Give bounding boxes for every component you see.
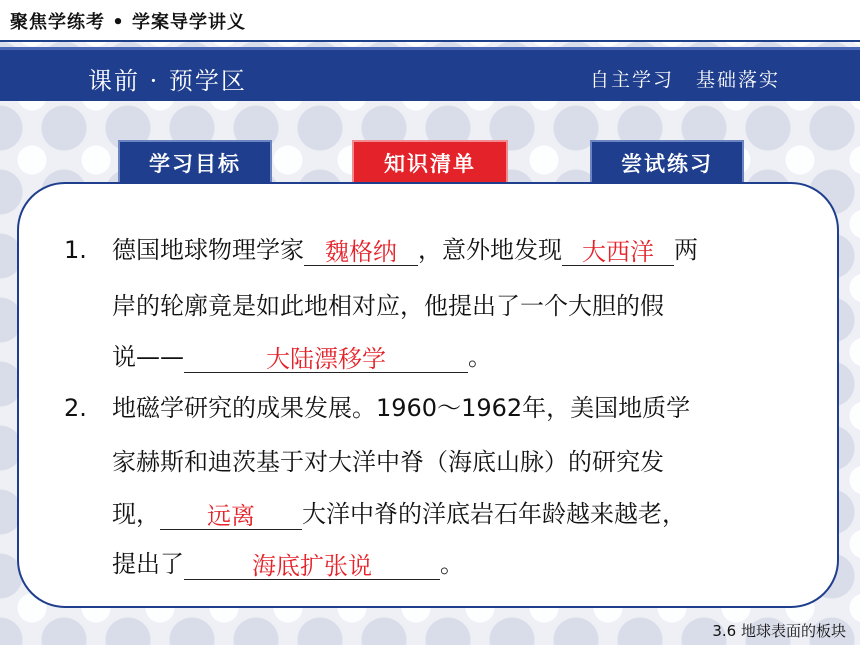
answer-text: 魏格纳 xyxy=(325,238,397,266)
item2-line4 xyxy=(112,544,464,580)
item2-text-e: 。 xyxy=(440,550,464,578)
tab-learning-goals[interactable]: 学习目标 xyxy=(118,140,272,184)
section-subtitle: 自主学习 基础落实 xyxy=(589,69,780,91)
item1-blank-b xyxy=(562,230,674,266)
section-title: 课前 · 预学区 xyxy=(88,67,247,95)
item1-blank-c xyxy=(184,337,468,373)
item1-text-e: 。 xyxy=(468,343,492,371)
section-banner xyxy=(0,47,860,101)
item1-line1 xyxy=(64,230,698,266)
item2-blank-b xyxy=(184,544,440,580)
item1-text-c: 两 xyxy=(674,236,698,264)
tab-practice[interactable]: 尝试练习 xyxy=(590,140,744,184)
item2-line1 xyxy=(64,388,690,423)
answer-text: 大陆漂移学 xyxy=(266,345,386,373)
brand-title: 聚焦学练考 • 学案导学讲义 xyxy=(10,12,247,33)
answer-text: 大西洋 xyxy=(582,238,654,266)
top-header xyxy=(0,0,860,42)
item2-text-b: 现， xyxy=(112,500,160,528)
item1-blank-a xyxy=(304,230,418,266)
answer-text: 远离 xyxy=(207,502,255,530)
item1-text-a: 德国地球物理学家 xyxy=(112,236,304,264)
item2-number: 2. xyxy=(64,394,87,422)
tab-knowledge-list[interactable]: 知识清单 xyxy=(352,140,508,184)
item2-text-c: 大洋中脊的洋底岩石年龄越来越老， xyxy=(302,500,686,528)
item2-blank-a xyxy=(160,494,302,530)
item1-number: 1. xyxy=(64,236,87,264)
item2-text-d: 提出了 xyxy=(112,550,184,578)
item1-line2: 岸的轮廓竟是如此地相对应，他提出了一个大胆的假 xyxy=(112,292,664,320)
item1-text-b: ，意外地发现 xyxy=(418,236,562,264)
item1-text-d: 说—— xyxy=(112,343,184,371)
item2-line3 xyxy=(112,494,686,530)
item1-line3 xyxy=(112,337,492,373)
item2-text-a: 地磁学研究的成果发展。1960～1962年，美国地质学 xyxy=(112,394,691,422)
footer-label: 3.6 地球表面的板块 xyxy=(712,622,846,640)
answer-text: 海底扩张说 xyxy=(252,552,372,580)
item2-line2: 家赫斯和迪茨基于对大洋中脊（海底山脉）的研究发 xyxy=(112,448,664,476)
